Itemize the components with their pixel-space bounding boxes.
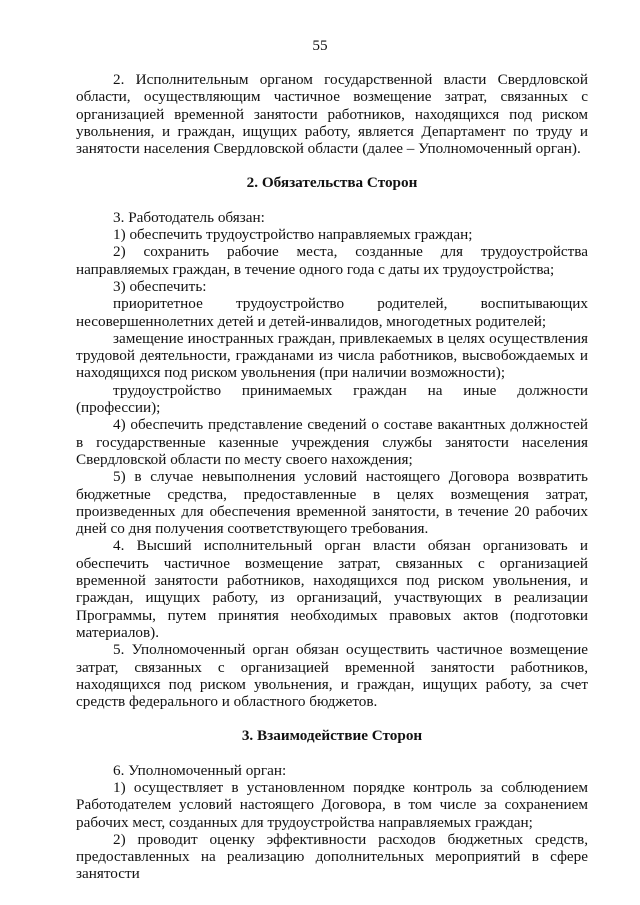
page-number: 55 xyxy=(312,37,328,54)
paragraph: 2) сохранить рабочие места, созданные для трудоустройства направляемых граждан, в течение одного года с даты их трудоустройства; xyxy=(76,243,588,278)
paragraph: 4. Высший исполнительный орган власти обязан организовать и обеспечить частичное возмещение затрат, связанных с организацией временной занятости работников, находящихся под риском увольнения, и граждан, ищущих работу, из организаций, участвующих в реализации Программы, путем принятия необходимых правовых актов (подготовки материалов). xyxy=(76,537,588,641)
paragraph: 1) обеспечить трудоустройство направляемых граждан; xyxy=(113,226,473,244)
paragraph: 5. Уполномоченный орган обязан осуществить частичное возмещение затрат, связанных с организацией временной занятости работников, находящихся под риском увольнения, и граждан, ищущих работу, за счет средств федерального и областного бюджетов. xyxy=(76,641,588,711)
paragraph: трудоустройство принимаемых граждан на иные должности (профессии); xyxy=(76,381,588,417)
paragraph-executive-body: 2. Исполнительным органом государственной власти Свердловской области, осуществляющим частичное возмещение затрат, связанных с организацией временной занятости работников, находящихся под риском увольнения, и граждан, ищущих работу, является Департамент по труду и занятости населения Свердловской области (далее – Уполномоченный орган). xyxy=(76,71,588,158)
paragraph: 3. Работодатель обязан: xyxy=(113,208,265,226)
paragraph: 3) обеспечить: xyxy=(113,277,207,295)
paragraph: 1) осуществляет в установленном порядке контроль за соблюдением Работодателем условий настоящего Договора, в том числе за сохранением рабочих мест, созданных для трудоустройства направляемых граждан; xyxy=(76,778,588,831)
paragraph: 2) проводит оценку эффективности расходов бюджетных средств, предоставленных на реализацию дополнительных мероприятий в сфере занятости xyxy=(76,830,588,883)
section-heading-obligations: 2. Обязательства Сторон xyxy=(246,174,418,192)
paragraph: замещение иностранных граждан, привлекаемых в целях осуществления трудовой деятельности, гражданами из числа работников, высвобождаемых и находящихся под риском увольнения (при наличии возможности); xyxy=(76,329,588,382)
paragraph: 4) обеспечить представление сведений о составе вакантных должностей в государственные казенные учреждения службы занятости населения Свердловской области по месту своего нахождения; xyxy=(76,416,588,468)
paragraph: приоритетное трудоустройство родителей, воспитывающих несовершеннолетних детей и детей-инвалидов, многодетных родителей; xyxy=(76,295,588,330)
section-heading-interaction: 3. Взаимодействие Сторон xyxy=(241,727,423,745)
paragraph: 5) в случае невыполнения условий настоящего Договора возвратить бюджетные средства, предоставленные в целях возмещения затрат, произведенных для обеспечения временной занятости, в течение 20 рабочих дней со дня получения соответствующего требования. xyxy=(76,468,588,538)
paragraph: 6. Уполномоченный орган: xyxy=(113,761,287,779)
document-body xyxy=(76,71,588,883)
